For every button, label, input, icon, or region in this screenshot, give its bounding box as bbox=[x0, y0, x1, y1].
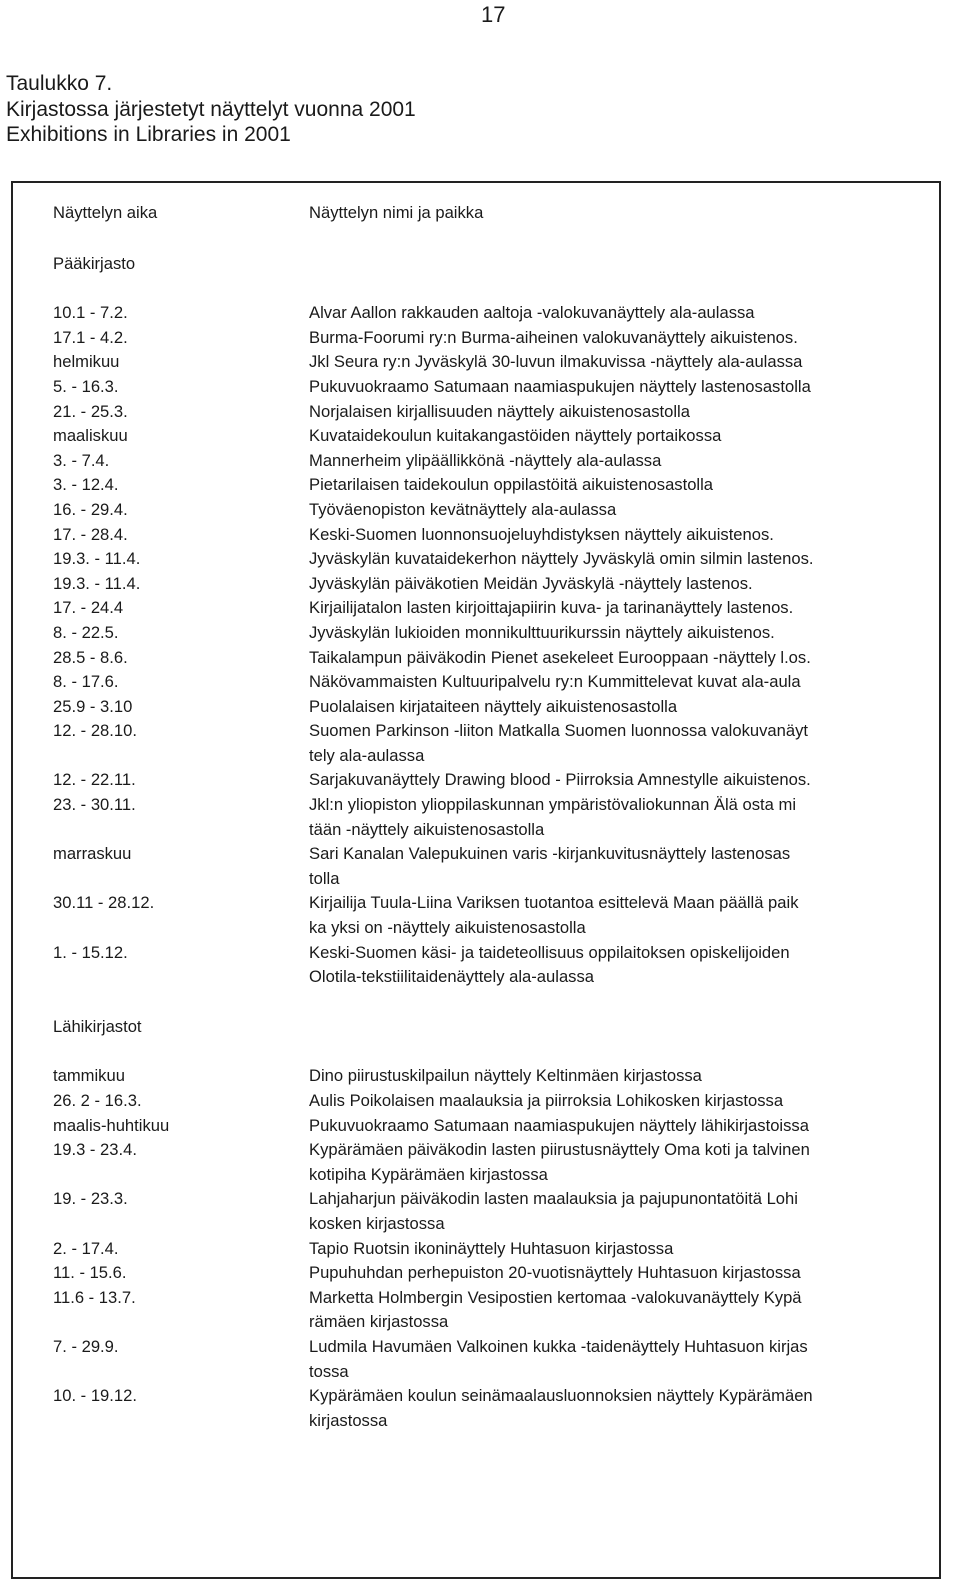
table-row bbox=[53, 350, 933, 375]
table-title-fi: Kirjastossa järjestetyt näyttelyt vuonna 2001 bbox=[6, 97, 416, 121]
exhibition-date: 8. - 17.6. bbox=[53, 672, 119, 692]
table-row bbox=[53, 670, 933, 695]
exhibition-name: Kirjailijatalon lasten kirjoittajapiirin kuva- ja tarinanäyttely lastenos. bbox=[309, 598, 794, 618]
exhibition-date: 8. - 22.5. bbox=[53, 622, 119, 642]
exhibition-name: Pukuvuokraamo Satumaan naamiaspukujen näyttely lastenosastolla bbox=[309, 376, 811, 396]
table-row bbox=[53, 891, 933, 940]
table-row bbox=[53, 1237, 933, 1262]
exhibition-date: 12. - 28.10. bbox=[53, 721, 137, 741]
table-row bbox=[53, 523, 933, 548]
exhibition-name: Marketta Holmbergin Vesipostien kertomaa -valokuvanäyttely Kypä rämäen kirjastossa bbox=[309, 1287, 802, 1332]
section-title: Pääkirjasto bbox=[53, 253, 136, 273]
exhibition-date: maaliskuu bbox=[53, 426, 128, 446]
column-header-name: Näyttelyn nimi ja paikka bbox=[309, 203, 484, 222]
exhibition-date: 19. - 23.3. bbox=[53, 1189, 128, 1209]
exhibition-date: 11.6 - 13.7. bbox=[53, 1287, 136, 1307]
exhibition-date: 17.1 - 4.2. bbox=[53, 327, 128, 347]
exhibition-name: Pukuvuokraamo Satumaan naamiaspukujen näyttely lähikirjastoissa bbox=[309, 1115, 809, 1135]
table-row bbox=[53, 646, 933, 671]
table-caption bbox=[6, 71, 416, 148]
exhibition-name: Pietarilaisen taidekoulun oppilastöitä aikuistenosastolla bbox=[309, 475, 714, 495]
exhibition-name: Keski-Suomen käsi- ja taideteollisuus oppilaitoksen opiskelijoiden Olotila-tekstiilitaidenäyttely ala-aulassa bbox=[309, 942, 790, 987]
exhibition-date: 19.3 - 23.4. bbox=[53, 1140, 137, 1160]
table-row bbox=[53, 424, 933, 449]
exhibition-name: Lahjaharjun päiväkodin lasten maalauksia ja pajupunontatöitä Lohi kosken kirjastossa bbox=[309, 1189, 798, 1233]
exhibition-name: Kirjailija Tuula-Liina Variksen tuotantoa esittelevä Maan päällä paik ka yksi on -näyttely aikuistenosastolla bbox=[309, 893, 799, 938]
table-row bbox=[53, 301, 933, 326]
exhibition-name: Sarjakuvanäyttely Drawing blood - Piirroksia Amnestylle aikuistenos. bbox=[309, 770, 811, 790]
exhibition-name: Sari Kanalan Valepukuinen varis -kirjankuvitusnäyttely lastenosas tolla bbox=[309, 844, 791, 888]
table-row bbox=[53, 621, 933, 646]
exhibition-name: Jkl Seura ry:n Jyväskylä 30-luvun ilmakuvissa -näyttely ala-aulassa bbox=[309, 352, 803, 372]
exhibition-name: Näkövammaisten Kultuuripalvelu ry:n Kummittelevat kuvat ala-aula bbox=[309, 672, 801, 692]
exhibition-name: Keski-Suomen luonnonsuojeluyhdistyksen näyttely aikuistenos. bbox=[309, 524, 774, 544]
table-row bbox=[53, 695, 933, 720]
table-row bbox=[53, 473, 933, 498]
table-row bbox=[53, 449, 933, 474]
exhibition-name: Kuvataidekoulun kuitakangastöiden näyttely portaikossa bbox=[309, 426, 722, 446]
exhibition-date: 3. - 12.4. bbox=[53, 475, 119, 495]
exhibition-date: 5. - 16.3. bbox=[53, 376, 119, 396]
table-row bbox=[53, 768, 933, 793]
exhibition-date: 1. - 15.12. bbox=[53, 942, 128, 962]
exhibition-name: Kypärämäen koulun seinämaalausluonnoksien näyttely Kypärämäen kirjastossa bbox=[309, 1386, 813, 1430]
exhibition-date: maalis-huhtikuu bbox=[53, 1115, 170, 1135]
table-row bbox=[53, 375, 933, 400]
exhibition-date: 7. - 29.9. bbox=[53, 1336, 119, 1356]
table-row bbox=[53, 1261, 933, 1286]
exhibition-name: Alvar Aallon rakkauden aaltoja -valokuvanäyttely ala-aulassa bbox=[309, 303, 755, 323]
exhibition-name: Työväenopiston kevätnäyttely ala-aulassa bbox=[309, 499, 617, 519]
exhibition-name: Puolalaisen kirjataiteen näyttely aikuistenosastolla bbox=[309, 696, 678, 716]
exhibition-name: Jkl:n yliopiston ylioppilaskunnan ympäristövaliokunnan Älä osta mi tään -näyttely aikuistenosastolla bbox=[309, 795, 797, 839]
exhibition-date: 23. - 30.11. bbox=[53, 795, 136, 815]
exhibition-date: helmikuu bbox=[53, 352, 120, 372]
exhibition-date: 26. 2 - 16.3. bbox=[53, 1091, 142, 1110]
table-row bbox=[53, 1114, 933, 1139]
exhibition-date: marraskuu bbox=[53, 844, 132, 864]
table-row bbox=[53, 498, 933, 523]
exhibition-name: Jyväskylän päiväkotien Meidän Jyväskylä -näyttely lastenos. bbox=[309, 573, 753, 593]
table-row bbox=[53, 1064, 933, 1089]
exhibition-name: Ludmila Havumäen Valkoinen kukka -taidenäyttely Huhtasuon kirjas tossa bbox=[309, 1336, 808, 1381]
exhibition-name: Mannerheim ylipäällikkönä -näyttely ala-aulassa bbox=[309, 450, 662, 470]
exhibition-date: 3. - 7.4. bbox=[53, 450, 110, 470]
exhibition-date: 17. - 28.4. bbox=[53, 524, 128, 544]
table-row bbox=[53, 400, 933, 425]
exhibition-name: Jyväskylän kuvataidekerhon näyttely Jyväskylä omin silmin lastenos. bbox=[309, 549, 814, 569]
exhibition-name: Suomen Parkinson -liiton Matkalla Suomen luonnossa valokuvanäyt tely ala-aulassa bbox=[309, 721, 809, 765]
table-row bbox=[53, 1286, 933, 1335]
exhibition-date: 12. - 22.11. bbox=[53, 770, 136, 790]
exhibition-date: 30.11 - 28.12. bbox=[53, 893, 155, 913]
exhibition-name: Aulis Poikolaisen maalauksia ja piirroksia Lohikosken kirjastossa bbox=[309, 1091, 784, 1110]
exhibition-name: Jyväskylän lukioiden monnikulttuurikurssin näyttely aikuistenos. bbox=[309, 622, 775, 642]
page-number: 17 bbox=[481, 2, 506, 27]
exhibition-name: Pupuhuhdan perhepuiston 20-vuotisnäyttely Huhtasuon kirjastossa bbox=[309, 1263, 801, 1283]
exhibition-date: 17. - 24.4 bbox=[53, 598, 124, 618]
table-body bbox=[53, 201, 933, 1433]
exhibition-date: tammikuu bbox=[53, 1066, 125, 1086]
exhibition-date: 19.3. - 11.4. bbox=[53, 549, 141, 569]
table-label: Taulukko 7. bbox=[6, 72, 113, 95]
table-row bbox=[53, 1138, 933, 1187]
exhibitions-table bbox=[11, 181, 941, 1579]
table-row bbox=[53, 719, 933, 768]
exhibition-name: Tapio Ruotsin ikoninäyttely Huhtasuon kirjastossa bbox=[309, 1238, 674, 1258]
exhibition-name: Dino piirustuskilpailun näyttely Keltinmäen kirjastossa bbox=[309, 1066, 702, 1086]
table-header bbox=[53, 201, 933, 226]
exhibition-date: 25.9 - 3.10 bbox=[53, 696, 133, 716]
table-row bbox=[53, 1089, 933, 1114]
exhibition-date: 21. - 25.3. bbox=[53, 401, 128, 421]
exhibition-name: Kypärämäen päiväkodin lasten piirustusnäyttely Oma koti ja talvinen kotipiha Kypärämäen kirjastossa bbox=[309, 1140, 810, 1184]
exhibition-date: 10.1 - 7.2. bbox=[53, 303, 128, 323]
table-title-en: Exhibitions in Libraries in 2001 bbox=[6, 123, 291, 146]
table-row bbox=[53, 547, 933, 572]
table-row bbox=[53, 326, 933, 351]
table-row bbox=[53, 1187, 933, 1236]
exhibition-name: Taikalampun päiväkodin Pienet asekeleet Eurooppaan -näyttely l.os. bbox=[309, 647, 811, 667]
table-row bbox=[53, 941, 933, 990]
table-row bbox=[53, 842, 933, 891]
exhibition-date: 28.5 - 8.6. bbox=[53, 647, 128, 667]
exhibition-date: 16. - 29.4. bbox=[53, 499, 128, 519]
exhibition-date: 19.3. - 11.4. bbox=[53, 573, 141, 593]
exhibition-name: Norjalaisen kirjallisuuden näyttely aikuistenosastolla bbox=[309, 401, 690, 421]
table-row bbox=[53, 1384, 933, 1433]
exhibition-date: 2. - 17.4. bbox=[53, 1238, 119, 1258]
section-title: Lähikirjastot bbox=[53, 1016, 142, 1036]
table-row bbox=[53, 596, 933, 621]
table-row bbox=[53, 1335, 933, 1384]
exhibition-date: 11. - 15.6. bbox=[53, 1263, 127, 1283]
table-row bbox=[53, 572, 933, 597]
column-header-date: Näyttelyn aika bbox=[53, 203, 158, 222]
table-row bbox=[53, 793, 933, 842]
exhibition-date: 10. - 19.12. bbox=[53, 1386, 137, 1406]
exhibition-name: Burma-Foorumi ry:n Burma-aiheinen valokuvanäyttely aikuistenos. bbox=[309, 327, 798, 347]
